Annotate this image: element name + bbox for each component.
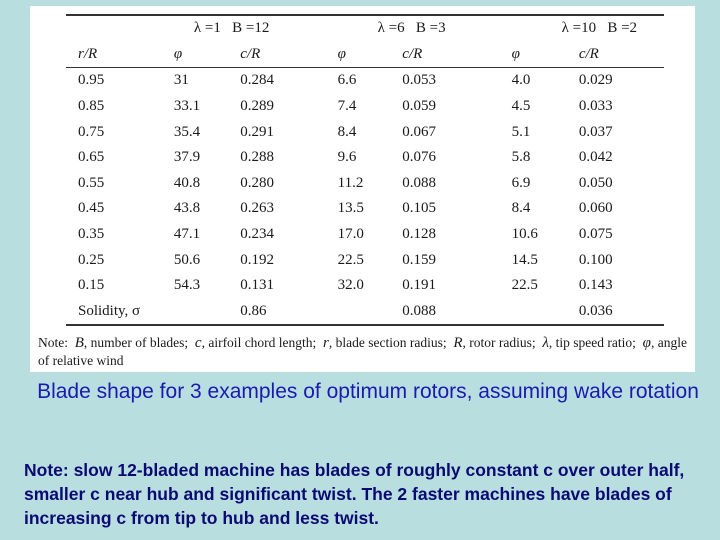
table-row	[66, 145, 664, 171]
table-cell: 0.15	[78, 277, 105, 294]
column-header: φ	[512, 42, 579, 68]
column-header: φ	[338, 42, 403, 68]
table-cell: 13.5	[337, 200, 364, 217]
table-cell: 0.284	[240, 72, 275, 89]
table-group-header-row	[66, 15, 664, 42]
table-cell: 11.2	[337, 174, 364, 191]
table-cell: 5.8	[511, 149, 531, 166]
table-cell: 5.1	[511, 123, 531, 140]
table-cell: 0.067	[402, 123, 437, 140]
table-cell: 7.4	[337, 98, 357, 115]
table-cell: 0.128	[402, 226, 437, 243]
table-cell: 0.159	[402, 251, 437, 268]
column-header: c/R	[402, 42, 511, 68]
solidity-row	[66, 299, 664, 326]
column-header: φ	[174, 42, 240, 68]
group-header: λ =10 B =2	[561, 20, 638, 37]
table-cell: 0.95	[78, 72, 105, 89]
table-cell: 0.033	[578, 98, 613, 115]
table-cell: 54.3	[173, 277, 201, 294]
table-cell: 10.6	[511, 226, 538, 243]
solidity-label: Solidity, σ	[66, 299, 174, 326]
table-cell: 8.4	[337, 123, 357, 140]
table-cell: 0.059	[402, 98, 437, 115]
group-header: λ =1 B =12	[193, 20, 270, 37]
table-cell: 0.105	[402, 200, 437, 217]
table-cell: 0.280	[240, 174, 275, 191]
table-cell: 14.5	[511, 251, 538, 268]
table-cell: 40.8	[173, 174, 201, 191]
table-cell: 0.053	[402, 72, 437, 89]
table-cell: 0.060	[578, 200, 613, 217]
table-row	[66, 222, 664, 248]
table-row	[66, 68, 664, 94]
table-row	[66, 196, 664, 222]
table-cell: 0.55	[78, 174, 105, 191]
table-footnote: Note: B, number of blades; c, airfoil chord length; r, blade section radius; R, rotor radius; λ, tip speed ratio; φ, angle of relative wind	[38, 335, 687, 368]
table-cell: 0.036	[579, 299, 664, 326]
table-cell: 33.1	[173, 98, 201, 115]
table-cell: 0.45	[78, 200, 105, 217]
table-cell: 0.075	[578, 226, 613, 243]
table-cell: 0.192	[240, 251, 275, 268]
table-cell: 31	[173, 72, 189, 89]
table-cell: 0.65	[78, 149, 105, 166]
table-cell: 0.143	[578, 277, 613, 294]
column-header: c/R	[579, 42, 664, 68]
table-column-header-row	[66, 42, 664, 68]
table-cell: 0.050	[578, 174, 613, 191]
table-cell: 0.75	[78, 123, 105, 140]
table-cell: 0.088	[402, 299, 511, 326]
table-row	[66, 273, 664, 299]
table-cell: 6.9	[511, 174, 531, 191]
blade-table-figure	[30, 6, 695, 372]
table-cell: 35.4	[173, 123, 201, 140]
table-cell: 0.131	[240, 277, 275, 294]
table-cell: 0.037	[578, 123, 613, 140]
table-cell: 0.263	[240, 200, 275, 217]
table-cell: 0.291	[240, 123, 275, 140]
table-cell: 50.6	[173, 251, 201, 268]
table-row	[66, 94, 664, 120]
table-cell: 0.289	[240, 98, 275, 115]
table-cell: 9.6	[337, 149, 357, 166]
figure-caption: Blade shape for 3 examples of optimum rotors, assuming wake rotation	[37, 380, 699, 403]
table-cell: 0.35	[78, 226, 105, 243]
table-cell: 0.076	[402, 149, 437, 166]
table-cell: 0.25	[78, 251, 105, 268]
table-cell: 0.234	[240, 226, 275, 243]
explanatory-note: Note: slow 12-bladed machine has blades of roughly constant c over outer half, smaller c near hub and significant twist. The 2 faster machines have blades of increasing c from tip to hub and less twist.	[24, 460, 685, 528]
table-row	[66, 171, 664, 197]
table-cell: 4.0	[511, 72, 531, 89]
table-cell: 43.8	[173, 200, 201, 217]
table-cell: 37.9	[173, 149, 201, 166]
table-cell: 32.0	[337, 277, 364, 294]
table-row	[66, 247, 664, 273]
table-cell: 0.088	[402, 174, 437, 191]
table-cell: 0.191	[402, 277, 437, 294]
table-cell: 8.4	[511, 200, 531, 217]
table-cell: 47.1	[173, 226, 201, 243]
table-cell: 0.86	[240, 299, 337, 326]
blade-shape-table	[66, 14, 664, 326]
table-cell: 0.029	[578, 72, 613, 89]
column-header: c/R	[240, 42, 337, 68]
table-cell: 17.0	[337, 226, 364, 243]
table-cell: 0.042	[578, 149, 613, 166]
table-cell: 22.5	[337, 251, 364, 268]
group-header: λ =6 B =3	[377, 20, 446, 37]
table-cell: 0.85	[78, 98, 105, 115]
column-header: r/R	[66, 42, 174, 68]
table-cell: 22.5	[511, 277, 538, 294]
table-cell: 0.100	[578, 251, 613, 268]
table-cell: 4.5	[511, 98, 531, 115]
table-cell: 6.6	[337, 72, 357, 89]
table-cell: 0.288	[240, 149, 275, 166]
table-row	[66, 119, 664, 145]
